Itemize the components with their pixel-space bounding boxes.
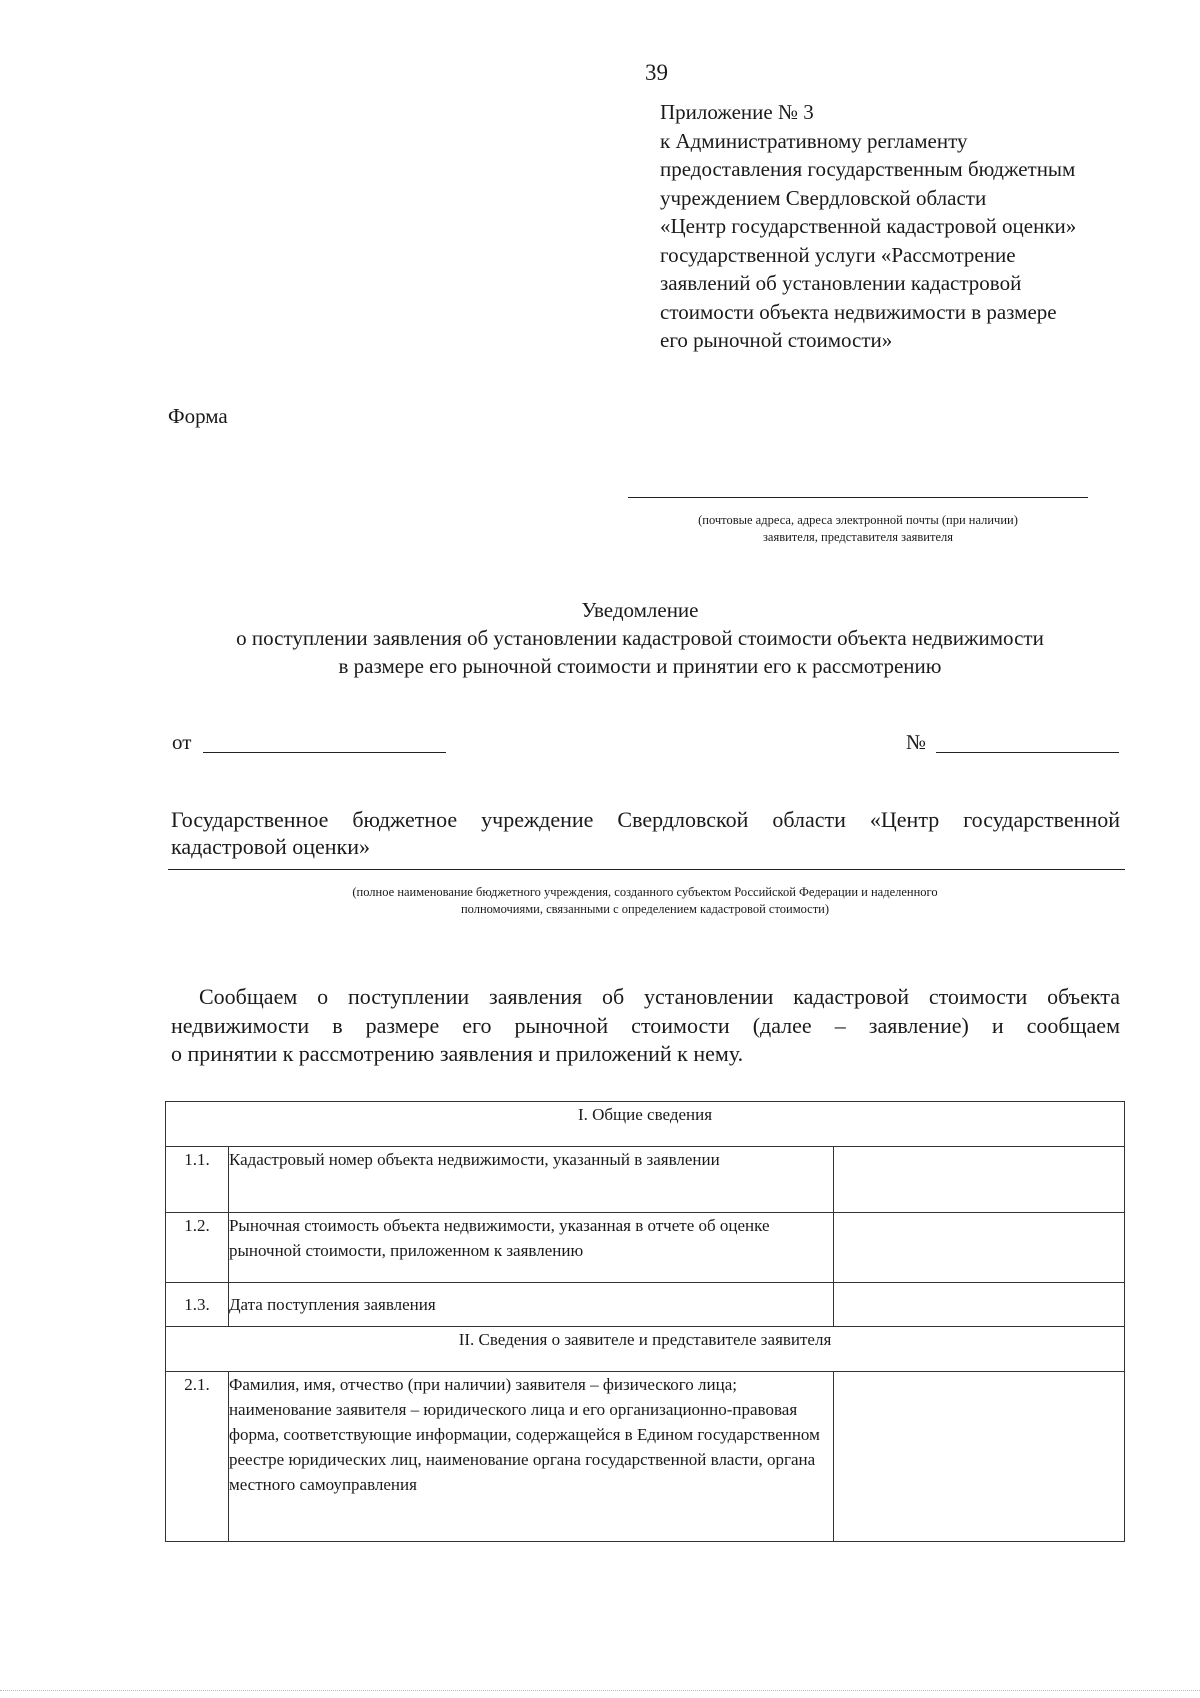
institution-name-line: кадастровой оценки» <box>171 834 371 859</box>
number-fill-line <box>936 752 1119 753</box>
table-row <box>166 1372 1125 1542</box>
institution-underline <box>168 869 1125 870</box>
table-section-row <box>166 1102 1125 1147</box>
row-value <box>834 1372 1125 1542</box>
row-label: Кадастровый номер объекта недвижимости, указанный в заявлении <box>228 1147 833 1213</box>
appendix-line: предоставления государственным бюджетным <box>660 157 1076 181</box>
table-row <box>166 1213 1125 1283</box>
section-header: II. Сведения о заявителе и представителе заявителя <box>166 1327 1125 1372</box>
row-number: 1.3. <box>166 1283 229 1327</box>
page-number: 39 <box>645 60 668 85</box>
body-line: Сообщаем о поступлении заявления об установлении кадастровой стоимости объекта <box>199 984 1120 1009</box>
row-label: Фамилия, имя, отчество (при наличии) заявителя – физического лица; наименование заявителя – юридического лица и его организационно-правовая форма, соответствующие информации, содержащейся в Едином государственном реестре юридических лиц, наименование органа государственной власти, органа местного самоуправления <box>228 1372 833 1542</box>
institution-caption-line: (полное наименование бюджетного учреждения, созданного субъектом Российской Федерации и наделенного <box>352 885 938 899</box>
appendix-header <box>660 98 1076 355</box>
table-row <box>166 1283 1125 1327</box>
row-number: 2.1. <box>166 1372 229 1542</box>
row-number: 1.2. <box>166 1213 229 1283</box>
form-label: Форма <box>168 404 228 428</box>
row-value <box>834 1147 1125 1213</box>
address-caption <box>628 512 1088 546</box>
notice-title: Уведомление <box>581 598 699 622</box>
number-label: № <box>906 730 927 754</box>
appendix-line: государственной услуги «Рассмотрение <box>660 242 1016 267</box>
body-line: недвижимости в размере его рыночной стоимости (далее – заявление) и сообщаем <box>171 1012 1120 1038</box>
address-caption-line: (почтовые адреса, адреса электронной почты (при наличии) <box>698 513 1018 527</box>
address-fill-line <box>628 497 1088 498</box>
row-label: Дата поступления заявления <box>228 1283 833 1327</box>
appendix-line: стоимости объекта недвижимости в размере <box>660 299 1057 324</box>
row-value <box>834 1283 1125 1327</box>
row-number: 1.1. <box>166 1147 229 1213</box>
notice-subtitle: о поступлении заявления об установлении кадастровой стоимости объекта недвижимости <box>236 626 1044 650</box>
table-row <box>166 1147 1125 1213</box>
appendix-line: «Центр государственной кадастровой оценки» <box>660 214 1077 238</box>
institution-caption <box>210 884 1080 918</box>
table-section-row <box>166 1327 1125 1372</box>
institution-caption-line: полномочиями, связанными с определением кадастровой стоимости) <box>460 902 830 916</box>
body-line: о принятии к рассмотрению заявления и приложений к нему. <box>171 1041 744 1066</box>
from-label: от <box>172 730 192 754</box>
appendix-line: заявлений об установлении кадастровой <box>660 271 1022 295</box>
address-caption-line: заявителя, представителя заявителя <box>762 530 953 544</box>
scan-edge-artifact <box>0 1690 1200 1691</box>
institution-name-line: Государственное бюджетное учреждение Свердловской области «Центр государственной <box>171 807 1120 832</box>
appendix-line: Приложение № 3 <box>660 100 814 124</box>
row-label: Рыночная стоимость объекта недвижимости, указанная в отчете об оценке рыночной стоимости, приложенном к заявлению <box>228 1213 833 1283</box>
appendix-line: учреждением Свердловской области <box>660 185 987 210</box>
row-value <box>834 1213 1125 1283</box>
appendix-line: к Административному регламенту <box>660 128 968 153</box>
section-header: I. Общие сведения <box>166 1102 1125 1147</box>
info-table <box>165 1101 1125 1542</box>
date-fill-line <box>203 752 446 753</box>
appendix-line: его рыночной стоимости» <box>660 328 893 352</box>
body-paragraph <box>171 983 1120 1069</box>
notice-title-block <box>160 596 1120 680</box>
notice-subtitle: в размере его рыночной стоимости и принятии его к рассмотрению <box>338 654 942 678</box>
